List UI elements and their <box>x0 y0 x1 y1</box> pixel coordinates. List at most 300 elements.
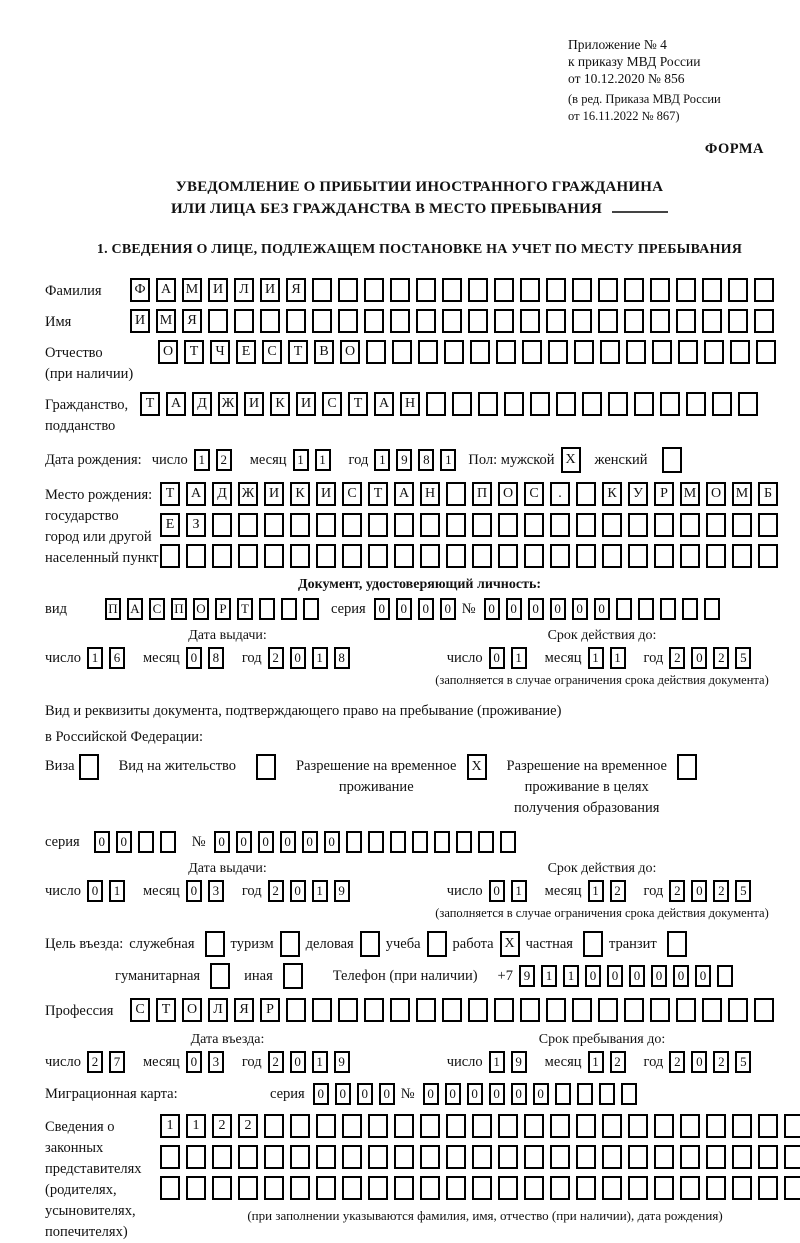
given-name-cell[interactable] <box>546 309 566 333</box>
representatives-cell[interactable]: 2 <box>212 1114 232 1138</box>
representatives-cell[interactable] <box>394 1145 414 1169</box>
citizenship-cell[interactable] <box>660 392 680 416</box>
patronymic-cell[interactable] <box>652 340 672 364</box>
doc-number-cell[interactable]: 0 <box>594 598 610 620</box>
given-name-cell[interactable] <box>234 309 254 333</box>
representatives-cell[interactable] <box>186 1176 206 1200</box>
representatives-cell[interactable] <box>238 1176 258 1200</box>
sex-female-checkbox[interactable] <box>662 447 682 473</box>
representatives-cell[interactable] <box>602 1176 622 1200</box>
representatives-cell[interactable] <box>706 1176 726 1200</box>
birth-place-cell[interactable]: С <box>342 482 362 506</box>
year-cell[interactable]: 5 <box>735 1051 751 1073</box>
month-cell[interactable]: 0 <box>186 1051 202 1073</box>
citizenship-cell[interactable] <box>738 392 758 416</box>
residence-number-cell[interactable]: 0 <box>236 831 252 853</box>
residence-number-cell[interactable]: 0 <box>302 831 318 853</box>
representatives-cell[interactable] <box>784 1145 800 1169</box>
given-name-cell[interactable] <box>702 309 722 333</box>
year-cell[interactable]: 0 <box>691 1051 707 1073</box>
surname-cell[interactable]: И <box>260 278 280 302</box>
representatives-cell[interactable] <box>706 1145 726 1169</box>
birth-place-cell[interactable] <box>550 544 570 568</box>
month-cell[interactable]: 8 <box>208 647 224 669</box>
month-cell[interactable]: 1 <box>315 449 331 471</box>
birth-place-cell[interactable] <box>238 513 258 537</box>
birth-place-cell[interactable]: А <box>186 482 206 506</box>
doc-kind-cell[interactable]: П <box>105 598 121 620</box>
year-cell[interactable]: 2 <box>713 880 729 902</box>
birth-place-cell[interactable]: З <box>186 513 206 537</box>
year-cell[interactable]: 2 <box>669 1051 685 1073</box>
day-cell[interactable]: 0 <box>489 880 505 902</box>
residence-number-cell[interactable] <box>412 831 428 853</box>
birth-place-cell[interactable] <box>420 544 440 568</box>
migration-number-cell[interactable] <box>599 1083 615 1105</box>
patronymic-cell[interactable] <box>548 340 568 364</box>
citizenship-cell[interactable] <box>452 392 472 416</box>
citizenship-cell[interactable]: Ж <box>218 392 238 416</box>
doc-number-cell[interactable]: 0 <box>550 598 566 620</box>
patronymic-cell[interactable] <box>366 340 386 364</box>
residence-number-cell[interactable] <box>368 831 384 853</box>
day-cell[interactable]: 1 <box>87 647 103 669</box>
birth-place-cell[interactable]: М <box>680 482 700 506</box>
birth-place-cell[interactable]: К <box>602 482 622 506</box>
representatives-cell[interactable] <box>732 1176 752 1200</box>
representatives-cell[interactable] <box>368 1114 388 1138</box>
birth-place-cell[interactable] <box>238 544 258 568</box>
purpose-business-checkbox[interactable] <box>360 931 380 957</box>
phone-cell[interactable]: 9 <box>519 965 535 987</box>
residence-number-cell[interactable]: 0 <box>280 831 296 853</box>
birth-place-cell[interactable] <box>550 513 570 537</box>
profession-cell[interactable] <box>624 998 644 1022</box>
day-cell[interactable]: 0 <box>489 647 505 669</box>
birth-place-cell[interactable] <box>472 544 492 568</box>
year-cell[interactable]: 2 <box>713 647 729 669</box>
representatives-cell[interactable] <box>602 1145 622 1169</box>
profession-cell[interactable] <box>754 998 774 1022</box>
doc-number-cell[interactable] <box>660 598 676 620</box>
migration-series-cell[interactable]: 0 <box>335 1083 351 1105</box>
surname-cell[interactable]: И <box>208 278 228 302</box>
birth-place-cell[interactable]: О <box>498 482 518 506</box>
citizenship-cell[interactable]: С <box>322 392 342 416</box>
citizenship-cell[interactable] <box>712 392 732 416</box>
citizenship-cell[interactable]: Т <box>348 392 368 416</box>
phone-cell[interactable]: 0 <box>673 965 689 987</box>
year-cell[interactable]: 2 <box>268 647 284 669</box>
representatives-cell[interactable] <box>446 1176 466 1200</box>
profession-cell[interactable]: Р <box>260 998 280 1022</box>
temp-permit-checkbox[interactable]: X <box>467 754 487 780</box>
migration-number-cell[interactable] <box>621 1083 637 1105</box>
given-name-cell[interactable] <box>624 309 644 333</box>
representatives-cell[interactable] <box>550 1114 570 1138</box>
doc-kind-cell[interactable] <box>303 598 319 620</box>
patronymic-cell[interactable] <box>756 340 776 364</box>
doc-kind-cell[interactable]: П <box>171 598 187 620</box>
month-cell[interactable]: 3 <box>208 880 224 902</box>
profession-cell[interactable] <box>442 998 462 1022</box>
doc-kind-cell[interactable] <box>281 598 297 620</box>
birth-place-cell[interactable] <box>212 513 232 537</box>
representatives-cell[interactable] <box>758 1176 778 1200</box>
representatives-cell[interactable] <box>758 1114 778 1138</box>
patronymic-cell[interactable] <box>574 340 594 364</box>
given-name-cell[interactable] <box>286 309 306 333</box>
birth-place-cell[interactable] <box>576 513 596 537</box>
birth-place-cell[interactable]: . <box>550 482 570 506</box>
year-cell[interactable]: 2 <box>268 880 284 902</box>
representatives-cell[interactable] <box>576 1114 596 1138</box>
representatives-cell[interactable] <box>394 1114 414 1138</box>
year-cell[interactable]: 1 <box>374 449 390 471</box>
representatives-cell[interactable] <box>654 1176 674 1200</box>
representatives-cell[interactable] <box>524 1145 544 1169</box>
citizenship-cell[interactable] <box>634 392 654 416</box>
given-name-cell[interactable] <box>754 309 774 333</box>
profession-cell[interactable] <box>572 998 592 1022</box>
birth-place-cell[interactable]: С <box>524 482 544 506</box>
given-name-cell[interactable] <box>598 309 618 333</box>
day-cell[interactable]: 6 <box>109 647 125 669</box>
representatives-cell[interactable] <box>550 1145 570 1169</box>
birth-place-cell[interactable] <box>342 544 362 568</box>
day-cell[interactable]: 1 <box>489 1051 505 1073</box>
surname-cell[interactable] <box>754 278 774 302</box>
surname-cell[interactable] <box>312 278 332 302</box>
birth-place-cell[interactable] <box>602 513 622 537</box>
representatives-cell[interactable] <box>576 1145 596 1169</box>
doc-number-cell[interactable] <box>704 598 720 620</box>
representatives-cell[interactable] <box>784 1114 800 1138</box>
birth-place-cell[interactable] <box>264 544 284 568</box>
representatives-cell[interactable] <box>264 1145 284 1169</box>
month-cell[interactable]: 3 <box>208 1051 224 1073</box>
representatives-cell[interactable] <box>576 1176 596 1200</box>
birth-place-cell[interactable] <box>420 513 440 537</box>
sex-male-checkbox[interactable]: X <box>561 447 581 473</box>
year-cell[interactable]: 2 <box>669 647 685 669</box>
profession-cell[interactable] <box>364 998 384 1022</box>
doc-number-cell[interactable] <box>638 598 654 620</box>
surname-cell[interactable]: М <box>182 278 202 302</box>
representatives-cell[interactable] <box>628 1145 648 1169</box>
representatives-cell[interactable] <box>264 1114 284 1138</box>
surname-cell[interactable]: Ф <box>130 278 150 302</box>
birth-place-cell[interactable] <box>758 544 778 568</box>
birth-place-cell[interactable] <box>394 544 414 568</box>
doc-series-cell[interactable]: 0 <box>374 598 390 620</box>
birth-place-cell[interactable]: И <box>264 482 284 506</box>
patronymic-cell[interactable] <box>600 340 620 364</box>
doc-number-cell[interactable]: 0 <box>572 598 588 620</box>
residence-permit-checkbox[interactable] <box>256 754 276 780</box>
doc-kind-cell[interactable] <box>259 598 275 620</box>
patronymic-cell[interactable] <box>418 340 438 364</box>
citizenship-cell[interactable]: А <box>374 392 394 416</box>
representatives-cell[interactable] <box>160 1145 180 1169</box>
migration-series-cell[interactable]: 0 <box>313 1083 329 1105</box>
birth-place-cell[interactable] <box>446 482 466 506</box>
citizenship-cell[interactable] <box>582 392 602 416</box>
year-cell[interactable]: 5 <box>735 647 751 669</box>
month-cell[interactable]: 0 <box>186 647 202 669</box>
representatives-cell[interactable] <box>602 1114 622 1138</box>
birth-place-cell[interactable]: У <box>628 482 648 506</box>
birth-place-cell[interactable] <box>524 544 544 568</box>
birth-place-cell[interactable] <box>316 544 336 568</box>
profession-cell[interactable] <box>520 998 540 1022</box>
representatives-cell[interactable] <box>784 1176 800 1200</box>
citizenship-cell[interactable] <box>686 392 706 416</box>
given-name-cell[interactable] <box>312 309 332 333</box>
patronymic-cell[interactable] <box>444 340 464 364</box>
birth-place-cell[interactable] <box>602 544 622 568</box>
doc-number-cell[interactable]: 0 <box>528 598 544 620</box>
birth-place-cell[interactable]: Т <box>368 482 388 506</box>
doc-kind-cell[interactable]: А <box>127 598 143 620</box>
year-cell[interactable]: 2 <box>669 880 685 902</box>
day-cell[interactable]: 9 <box>511 1051 527 1073</box>
birth-place-cell[interactable] <box>498 544 518 568</box>
year-cell[interactable]: 9 <box>334 880 350 902</box>
birth-place-cell[interactable] <box>628 544 648 568</box>
patronymic-cell[interactable] <box>678 340 698 364</box>
surname-cell[interactable] <box>598 278 618 302</box>
citizenship-cell[interactable] <box>608 392 628 416</box>
birth-place-cell[interactable] <box>446 544 466 568</box>
profession-cell[interactable]: Л <box>208 998 228 1022</box>
birth-place-cell[interactable] <box>576 482 596 506</box>
birth-place-cell[interactable] <box>290 513 310 537</box>
purpose-private-checkbox[interactable] <box>583 931 603 957</box>
migration-number-cell[interactable] <box>577 1083 593 1105</box>
residence-number-cell[interactable] <box>390 831 406 853</box>
profession-cell[interactable] <box>728 998 748 1022</box>
residence-series-cell[interactable] <box>160 831 176 853</box>
representatives-cell[interactable] <box>264 1176 284 1200</box>
doc-series-cell[interactable]: 0 <box>396 598 412 620</box>
birth-place-cell[interactable] <box>264 513 284 537</box>
doc-kind-cell[interactable]: Т <box>237 598 253 620</box>
representatives-cell[interactable] <box>550 1176 570 1200</box>
birth-place-cell[interactable] <box>706 544 726 568</box>
purpose-work-checkbox[interactable]: X <box>500 931 520 957</box>
surname-cell[interactable]: Я <box>286 278 306 302</box>
residence-number-cell[interactable]: 0 <box>214 831 230 853</box>
birth-place-cell[interactable] <box>446 513 466 537</box>
patronymic-cell[interactable] <box>626 340 646 364</box>
residence-number-cell[interactable] <box>500 831 516 853</box>
phone-cell[interactable]: 0 <box>695 965 711 987</box>
birth-place-cell[interactable] <box>498 513 518 537</box>
year-cell[interactable]: 0 <box>290 1051 306 1073</box>
representatives-cell[interactable] <box>446 1145 466 1169</box>
representatives-cell[interactable] <box>368 1145 388 1169</box>
representatives-cell[interactable] <box>420 1145 440 1169</box>
profession-cell[interactable] <box>546 998 566 1022</box>
month-cell[interactable]: 1 <box>588 880 604 902</box>
representatives-cell[interactable] <box>316 1176 336 1200</box>
citizenship-cell[interactable]: К <box>270 392 290 416</box>
citizenship-cell[interactable]: Т <box>140 392 160 416</box>
profession-cell[interactable] <box>494 998 514 1022</box>
representatives-cell[interactable] <box>628 1176 648 1200</box>
birth-place-cell[interactable]: Т <box>160 482 180 506</box>
year-cell[interactable]: 2 <box>713 1051 729 1073</box>
year-cell[interactable]: 0 <box>290 647 306 669</box>
day-cell[interactable]: 2 <box>87 1051 103 1073</box>
given-name-cell[interactable] <box>728 309 748 333</box>
doc-number-cell[interactable]: 0 <box>484 598 500 620</box>
representatives-cell[interactable] <box>732 1145 752 1169</box>
birth-place-cell[interactable] <box>654 513 674 537</box>
representatives-cell[interactable] <box>290 1114 310 1138</box>
month-cell[interactable]: 1 <box>588 647 604 669</box>
month-cell[interactable]: 1 <box>588 1051 604 1073</box>
month-cell[interactable]: 1 <box>293 449 309 471</box>
profession-cell[interactable] <box>286 998 306 1022</box>
profession-cell[interactable] <box>650 998 670 1022</box>
year-cell[interactable]: 0 <box>691 647 707 669</box>
given-name-cell[interactable] <box>676 309 696 333</box>
purpose-transit-checkbox[interactable] <box>667 931 687 957</box>
birth-place-cell[interactable]: Н <box>420 482 440 506</box>
year-cell[interactable]: 5 <box>735 880 751 902</box>
representatives-cell[interactable] <box>420 1176 440 1200</box>
birth-place-cell[interactable] <box>524 513 544 537</box>
day-cell[interactable]: 1 <box>194 449 210 471</box>
citizenship-cell[interactable] <box>478 392 498 416</box>
given-name-cell[interactable] <box>208 309 228 333</box>
year-cell[interactable]: 1 <box>312 1051 328 1073</box>
representatives-cell[interactable] <box>290 1176 310 1200</box>
profession-cell[interactable] <box>676 998 696 1022</box>
representatives-cell[interactable] <box>680 1176 700 1200</box>
patronymic-cell[interactable]: Ч <box>210 340 230 364</box>
birth-place-cell[interactable] <box>160 544 180 568</box>
representatives-cell[interactable] <box>472 1145 492 1169</box>
citizenship-cell[interactable] <box>530 392 550 416</box>
birth-place-cell[interactable]: И <box>316 482 336 506</box>
profession-cell[interactable] <box>416 998 436 1022</box>
birth-place-cell[interactable] <box>316 513 336 537</box>
month-cell[interactable]: 0 <box>186 880 202 902</box>
birth-place-cell[interactable]: Д <box>212 482 232 506</box>
phone-cell[interactable]: 1 <box>541 965 557 987</box>
representatives-cell[interactable] <box>290 1145 310 1169</box>
representatives-cell[interactable] <box>498 1114 518 1138</box>
birth-place-cell[interactable] <box>758 513 778 537</box>
purpose-other-checkbox[interactable] <box>283 963 303 989</box>
profession-cell[interactable] <box>468 998 488 1022</box>
birth-place-cell[interactable]: Е <box>160 513 180 537</box>
phone-cell[interactable]: 0 <box>607 965 623 987</box>
patronymic-cell[interactable]: В <box>314 340 334 364</box>
day-cell[interactable]: 1 <box>109 880 125 902</box>
representatives-cell[interactable] <box>472 1114 492 1138</box>
citizenship-cell[interactable] <box>556 392 576 416</box>
phone-cell[interactable]: 0 <box>629 965 645 987</box>
citizenship-cell[interactable]: Д <box>192 392 212 416</box>
migration-series-cell[interactable]: 0 <box>379 1083 395 1105</box>
representatives-cell[interactable] <box>420 1114 440 1138</box>
profession-cell[interactable] <box>390 998 410 1022</box>
representatives-cell[interactable] <box>186 1145 206 1169</box>
representatives-cell[interactable] <box>316 1114 336 1138</box>
given-name-cell[interactable]: Я <box>182 309 202 333</box>
patronymic-cell[interactable]: Т <box>184 340 204 364</box>
citizenship-cell[interactable]: И <box>296 392 316 416</box>
phone-cell[interactable]: 1 <box>563 965 579 987</box>
birth-place-cell[interactable] <box>290 544 310 568</box>
day-cell[interactable]: 1 <box>511 880 527 902</box>
patronymic-cell[interactable]: С <box>262 340 282 364</box>
year-cell[interactable]: 8 <box>418 449 434 471</box>
birth-place-cell[interactable] <box>680 544 700 568</box>
birth-place-cell[interactable] <box>732 513 752 537</box>
doc-number-cell[interactable] <box>682 598 698 620</box>
residence-number-cell[interactable]: 0 <box>324 831 340 853</box>
representatives-cell[interactable] <box>472 1176 492 1200</box>
birth-place-cell[interactable] <box>342 513 362 537</box>
given-name-cell[interactable]: М <box>156 309 176 333</box>
purpose-study-checkbox[interactable] <box>427 931 447 957</box>
profession-cell[interactable]: Т <box>156 998 176 1022</box>
year-cell[interactable]: 9 <box>396 449 412 471</box>
surname-cell[interactable]: Л <box>234 278 254 302</box>
profession-cell[interactable] <box>338 998 358 1022</box>
doc-number-cell[interactable]: 0 <box>506 598 522 620</box>
day-cell[interactable]: 2 <box>216 449 232 471</box>
given-name-cell[interactable] <box>442 309 462 333</box>
representatives-cell[interactable] <box>446 1114 466 1138</box>
year-cell[interactable]: 8 <box>334 647 350 669</box>
surname-cell[interactable] <box>338 278 358 302</box>
doc-series-cell[interactable]: 0 <box>418 598 434 620</box>
birth-place-cell[interactable] <box>706 513 726 537</box>
given-name-cell[interactable] <box>364 309 384 333</box>
residence-series-cell[interactable]: 0 <box>94 831 110 853</box>
representatives-cell[interactable] <box>160 1176 180 1200</box>
surname-cell[interactable] <box>650 278 670 302</box>
representatives-cell[interactable] <box>342 1176 362 1200</box>
birth-place-cell[interactable] <box>368 544 388 568</box>
phone-cell[interactable]: 0 <box>585 965 601 987</box>
year-cell[interactable]: 1 <box>312 647 328 669</box>
profession-cell[interactable] <box>598 998 618 1022</box>
residence-number-cell[interactable] <box>434 831 450 853</box>
given-name-cell[interactable] <box>260 309 280 333</box>
patronymic-cell[interactable]: О <box>340 340 360 364</box>
given-name-cell[interactable] <box>494 309 514 333</box>
given-name-cell[interactable] <box>520 309 540 333</box>
year-cell[interactable]: 0 <box>290 880 306 902</box>
surname-cell[interactable] <box>390 278 410 302</box>
birth-place-cell[interactable] <box>186 544 206 568</box>
birth-place-cell[interactable] <box>576 544 596 568</box>
representatives-cell[interactable] <box>368 1176 388 1200</box>
representatives-cell[interactable]: 1 <box>186 1114 206 1138</box>
migration-number-cell[interactable]: 0 <box>445 1083 461 1105</box>
birth-place-cell[interactable] <box>628 513 648 537</box>
year-cell[interactable]: 0 <box>691 880 707 902</box>
year-cell[interactable]: 9 <box>334 1051 350 1073</box>
representatives-cell[interactable]: 1 <box>160 1114 180 1138</box>
